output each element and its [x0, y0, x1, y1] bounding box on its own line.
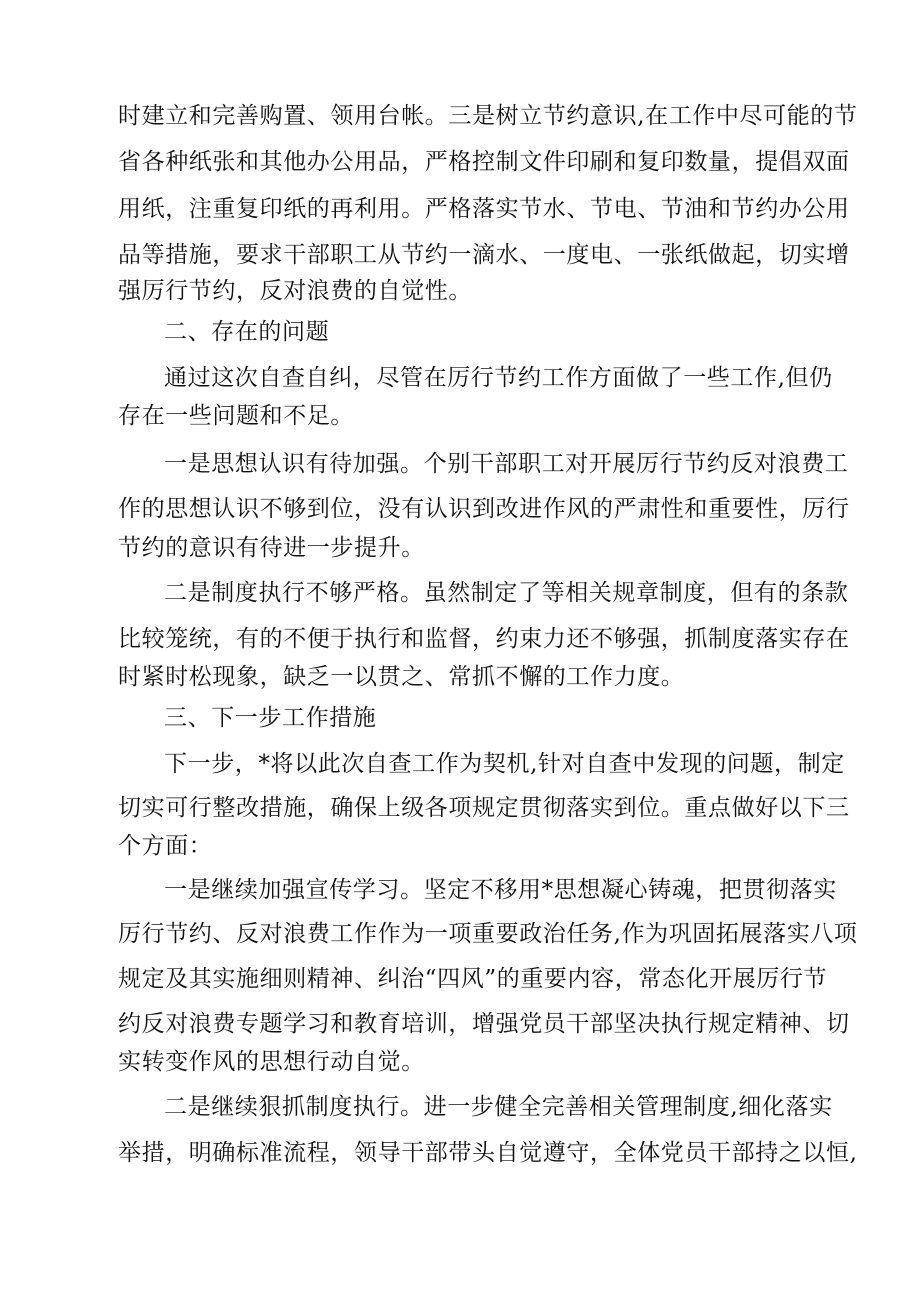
body-line: 强厉行节约，反对浪费的自觉性。 [118, 278, 472, 304]
section-heading: 三、下一步工作措施 [164, 705, 377, 731]
body-line: 规定及其实施细则精神、纠治“四风”的重要内容，常态化开展厉行节 [118, 966, 828, 992]
body-line: 节约的意识有待进一步提升。 [118, 535, 425, 561]
body-line: 时建立和完善购置、领用台帐。三是树立节约意识,在工作中尽可能的节 [118, 103, 858, 129]
paragraph-first-line: 二是继续狠抓制度执行。进一步健全完善相关管理制度,细化落实 [164, 1094, 833, 1120]
body-line: 作的思想认识不够到位，没有认识到改进作风的严肃性和重要性，厉行 [118, 496, 850, 522]
body-line: 省各种纸张和其他办公用品，严格控制文件印刷和复印数量，提倡双面 [118, 149, 850, 175]
body-line: 用纸，注重复印纸的再利用。严格落实节水、节电、节油和节约办公用 [118, 196, 850, 222]
body-line: 实转变作风的思想行动自觉。 [118, 1049, 425, 1075]
body-line: 厉行节约、反对浪费工作作为一项重要政治任务,作为巩固拓展落实八项 [118, 921, 858, 947]
paragraph-first-line: 通过这次自查自纠，尽管在厉行节约工作方面做了一些工作,但仍 [164, 365, 833, 391]
body-line: 品等措施，要求干部职工从节约一滴水、一度电、一张纸做起，切实增 [118, 242, 850, 268]
body-line: 时紧时松现象，缺乏一以贯之、常抓不懈的工作力度。 [118, 664, 685, 690]
paragraph-first-line: 二是制度执行不够严格。虽然制定了等相关规章制度，但有的条款 [164, 580, 849, 606]
body-line: 比较笼统，有的不便于执行和监督，约束力还不够强，抓制度落实存在 [118, 626, 850, 652]
body-line: 约反对浪费专题学习和教育培训，增强党员干部坚决执行规定精神、切 [118, 1011, 850, 1037]
section-heading: 二、存在的问题 [164, 319, 330, 345]
paragraph-first-line: 一是继续加强宣传学习。坚定不移用*思想凝心铸魂，把贯彻落实 [164, 877, 837, 903]
body-line: 个方面： [118, 833, 213, 859]
body-line: 切实可行整改措施，确保上级各项规定贯彻落实到位。重点做好以下三 [118, 795, 850, 821]
paragraph-first-line: 一是思想认识有待加强。个别干部职工对开展厉行节约反对浪费工 [164, 451, 849, 477]
paragraph-first-line: 下一步，*将以此次自查工作为契机,针对自查中发现的问题，制定 [164, 751, 845, 777]
body-line: 举措，明确标准流程，领导干部带头自觉遵守，全体党员干部持之以恒, [118, 1140, 858, 1166]
body-line: 存在一些问题和不足。 [118, 403, 354, 429]
